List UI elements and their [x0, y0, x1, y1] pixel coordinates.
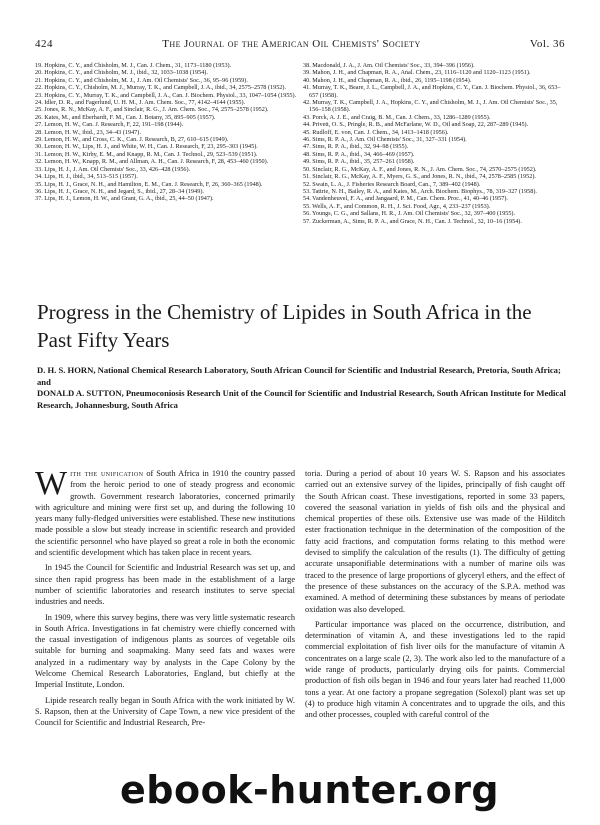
reference-entry: 50. Sinclair, R. G., McKay, A. F., and Jones, R. N., J. Am. Chem. Soc., 74, 2570–2575 (1952).: [303, 165, 537, 173]
reference-entry: 37. Lips, H. J., Lemon, H. W., and Grant, G. A., ibid., 25, 44–50 (1947).: [35, 195, 214, 203]
reference-entry: 32. Lemon, H. W., Knapp, R. M., and Allman, A. H., Can. J. Research, F, 28, 453–460 (1950).: [35, 158, 269, 166]
reference-entry: 19. Hopkins, C. Y., and Chisholm, M. J., Can. J. Chem., 31, 1173–1180 (1953).: [35, 62, 232, 69]
reference-entry: 42. Murray, T. K., Campbell, J. A., Hopkins, C. Y., and Chisholm, M. J., J. Am. Oil Chemists' Soc., 35, 156–158 (1958).: [303, 99, 558, 114]
reference-entry: 31. Lemon, H. W., Kirby, E. M., and Knapp, R. M., Can. J. Technol., 29, 523–539 (1951).: [35, 150, 258, 158]
reference-entry: 34. Lips, H. J., ibid., 34, 513–515 (1957).: [35, 173, 138, 181]
reference-entry: 47. Sims, R. P. A., ibid., 32, 94–98 (1955).: [303, 143, 409, 151]
reference-entry: 52. Swain, L. A., J. Fisheries Research Board, Can., 7, 389–402 (1948).: [303, 180, 481, 188]
body-right-column: [305, 468, 565, 733]
reference-entry: 33. Lips, H. J., J. Am. Oil Chemists' Soc., 33, 426–428 (1956).: [35, 165, 191, 173]
paragraph: toria. During a period of about 10 years W. S. Rapson and his associates carried out an extensive survey of the lipides, principally of fish caught off the South African coast. These investigations, reported in some 33 papers, covered the seasonal variation in yields of fish oils and the physical and chemical properties of these oils. Extensive use was made of the Hilditch ester fractionation technique in the determination of the composition of the fatty acid fractions, and computation forms relating to this method were devised to simplify the calculation of the results (1). The difficulty of getting accurate unsaponifiable determinations with a number of marine oils was traced to the presence of large proportions of glyceryl ethers, and the effect of the presence of these substances on the accuracy of the S.P.A. method was examined. A method of determining these substances by means of periodate oxidation was also developed.: [305, 469, 565, 614]
reference-entry: 36. Lips, H. J., Grace, N. H., and Jegard, S., ibid., 27, 28–34 (1949).: [35, 187, 204, 195]
reference-entry: 53. Tattrie, N. H., Bailey, R. A., and Kates, M., Arch. Biochem. Biophys., 78, 319–327 (1958).: [303, 187, 537, 195]
lead-in: ith the unification: [70, 469, 144, 478]
reference-entry: 55. Wells, A. F., and Common, R. H., J. Sci. Food, Agr., 4, 233–237 (1953).: [303, 202, 491, 210]
volume-number: Vol. 36: [529, 38, 565, 50]
references-right-column: [303, 62, 565, 225]
reference-entry: 21. Hopkins, C. Y., and Chisholm, M. J., J. Am. Oil Chemists' Soc., 36, 95–96 (1959).: [35, 76, 248, 84]
drop-cap: W: [35, 465, 68, 502]
reference-entry: 24. Idler, D. R., and Fagerlund, U. H. M., J. Am. Chem. Soc., 77, 4142–4144 (1955).: [35, 99, 246, 107]
reference-entry: 49. Sims, R. P. A., ibid., 35, 257–261 (1958).: [303, 158, 415, 166]
reference-entry: 25. Jones, R. N., McKay, A. F., and Sinclair, R. G., J. Am. Chem. Soc., 74, 2575–2578 (1952).: [35, 106, 269, 114]
reference-entry: 54. Vandenheuvel, F. A., and Jangaard, P. M., Can. Chem. Proc., 41, 40–46 (1957).: [303, 195, 508, 203]
reference-entry: 29. Lemon, H. W., and Cross, C. K., Can. J. Research, B, 27, 610–615 (1949).: [35, 136, 229, 144]
reference-entry: 35. Lips, H. J., Grace, N. H., and Hamilton, E. M., Can. J. Research, F, 26, 360–365 (1948).: [35, 180, 263, 188]
reference-entry: 57. Zuckerman, A., Sims, R. P. A., and Grace, N. H., Can. J. Technol., 32, 10–16 (1954).: [303, 217, 522, 225]
watermark: ebook-hunter.org: [120, 768, 500, 812]
body-left-column: [35, 465, 296, 733]
author-horn: D. H. S. HORN, National Chemical Research Laboratory, South African Council for Scientific and Industrial Research, Pretoria, South Africa; and: [37, 365, 561, 387]
reference-entry: 44. Privett, O. S., Pringle, R. B., and McFarlane, W. D., Oil and Soap, 22, 287–289 (1945).: [303, 121, 529, 129]
paragraph-intro: [35, 465, 296, 558]
paragraph: Lipide research really began in South Africa with the work initiated by W. S. Rapson, then at the University of Cape Town, a new vice president of the Council for Scientific and Industrial Research, Pre-: [35, 695, 295, 728]
reference-entry: 51. Sinclair, R. G., McKay, A. F., Myers, G. S., and Jones, R. N., ibid., 74, 2578–2585 (1952).: [303, 173, 536, 181]
reference-entry: 30. Lemon, H. W., Lips, H. J., and White, W. H., Can. J. Research, F, 23, 295–303 (1945).: [35, 143, 258, 151]
reference-entry: 38. Macdonald, J. A., J. Am. Oil Chemists' Soc., 33, 394–396 (1956).: [303, 62, 475, 69]
paragraph: Particular importance was placed on the occurrence, distribution, and determination of vitamin A, and these investigations led to the rapid commercial exploitation of fish liver oils for the manufacture of vitamin A concentrates on a large scale (2, 3). The work also led to the manufacture of a wide range of products, particularly drying oils for paints. Commercial production of fish oils began in 1946 and four years later had reached 11,000 tons a year. At one factory a propane segregation (Solexol) plant was set up (4) to produce high vitamin A concentrates and to upgrade the oils, and this and other processes, coupled with careful control of the: [305, 619, 565, 720]
reference-entry: 56. Youngs, C. G., and Sallans, H. R., J. Am. Oil Chemists' Soc., 32, 397–400 (1955).: [303, 210, 516, 218]
article-body: [35, 465, 565, 733]
reference-entry: 20. Hopkins, C. Y., and Chisholm, M. J., ibid., 32, 1033–1038 (1954).: [35, 69, 208, 77]
references: [35, 62, 565, 225]
journal-name: The Journal of the American Oil Chemists' Society: [162, 38, 421, 50]
reference-entry: 45. Rudloff, E. von, Can. J. Chem., 34, 1413–1418 (1956).: [303, 128, 449, 136]
author-sutton: DONALD A. SUTTON, Pneumoconiosis Research Unit of the Council for Scientific and Industrial Research, South African Institute for Medical Research, Johannesburg, South Africa: [37, 388, 566, 410]
reference-entry: 23. Hopkins, C. Y., Murray, T. K., and Campbell, J. A., Can. J. Biochem. Physiol., 33, 1047–1054 (1955).: [35, 91, 297, 99]
reference-entry: 40. Mahon, J. H., and Chapman, R. A., ibid., 26, 1195–1198 (1954).: [303, 76, 472, 84]
reference-entry: 46. Sims, R. P. A., J. Am. Oil Chemists' Soc., 31, 327–331 (1954).: [303, 136, 467, 144]
references-left-column: [35, 62, 297, 225]
running-header: [35, 38, 565, 50]
intro-text: of South Africa in 1910 the country passed from the heroic period to one of steady progress and economic growth. Government research laboratories, concerned primarily with agriculture and mining were first set up, and during the following 10 years many fully-fledged universities were established. These new institutions made possible a slow but steady increase in scientific research and provided the scientific personnel who have played so great a role in both the economic and scientific development which has taken place in recent years.: [35, 469, 296, 558]
reference-entry: 39. Mahon, J. H., and Chapman, R. A., Anal. Chem., 23, 1116–1120 and 1120–1123 (1951).: [303, 69, 531, 77]
author-affiliations: [37, 365, 567, 411]
reference-entry: 28. Lemon, H. W., ibid., 23, 34–43 (1947).: [35, 128, 141, 136]
reference-entry: 22. Hopkins, C. Y., Chisholm, M. J., Murray, T. K., and Campbell, J. A., ibid., 34, 2575–2578 (1952).: [35, 84, 286, 92]
reference-entry: 26. Kates, M., and Eberhardt, F. M., Can. J. Botany, 35, 895–905 (1957).: [35, 113, 216, 121]
reference-entry: 41. Murray, T. K., Beare, J. L., Campbell, J. A., and Hopkins, C. Y., Can. J. Biochem. Physiol., 36, 653–657 (1958).: [303, 84, 561, 99]
article-title: Progress in the Chemistry of Lipides in South Africa in the Past Fifty Years: [37, 300, 532, 352]
page-number: 424: [35, 38, 53, 50]
reference-entry: 27. Lemon, H. W., Can. J. Research, F, 22, 191–198 (1944).: [35, 121, 184, 129]
reference-entry: 43. Porck, A. J. E., and Craig, B. M., Can. J. Chem., 33, 1286–1289 (1955).: [303, 113, 491, 121]
paragraph: In 1945 the Council for Scientific and Industrial Research was set up, and since then rapid progress has been made in the establishment of a large number of scientific laboratories and research institutes to serve special industries and needs.: [35, 563, 295, 607]
paragraph: In 1909, where this survey begins, there was very little systematic research in South Africa. Investigations in fat chemistry were chiefly concerned with the casual investigation of indigenous plants as sources of vegetable oils suitable for burning and soapmaking. Many seed fats and waxes were analyzed in a rudimentary way by analysts in the Cape Colony by the Welcome Chemical Research Laboratories, England, but chiefly at the Imperial Institute, London.: [35, 612, 295, 690]
reference-entry: 48. Sims, R. P. A., ibid., 34, 466–469 (1957).: [303, 150, 415, 158]
